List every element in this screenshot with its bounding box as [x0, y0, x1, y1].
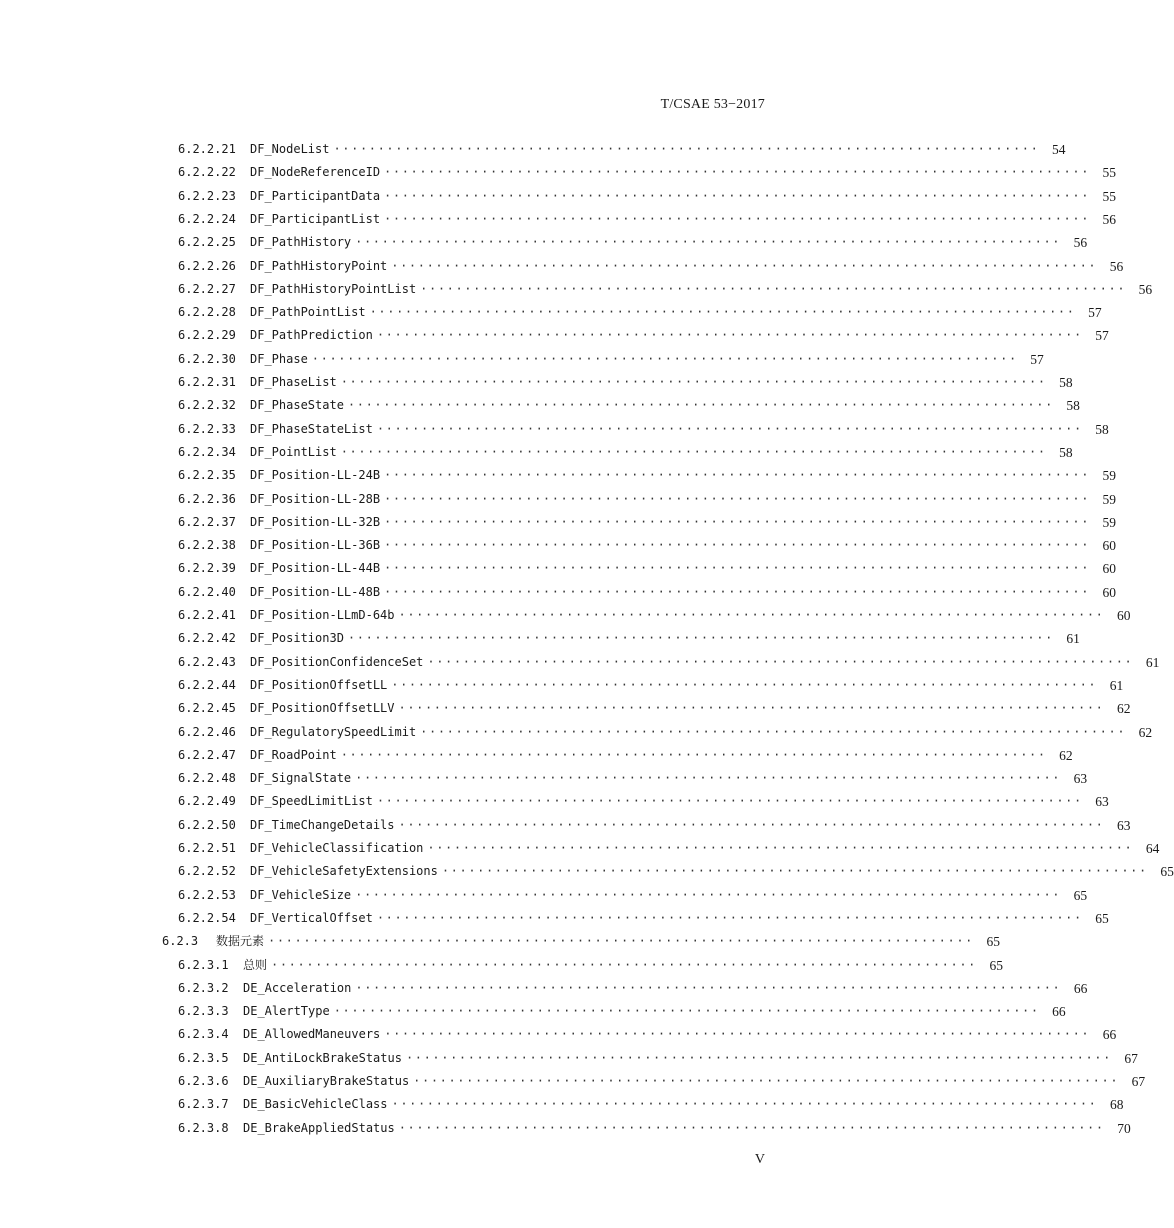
- toc-entry-number: 6.2.2.53: [178, 887, 236, 902]
- toc-entry-page: 61: [1066, 631, 1080, 647]
- toc-entry-number: 6.2.2.41: [178, 608, 236, 622]
- toc-entry-page: 54: [1051, 142, 1066, 157]
- toc-entry[interactable]: [0, 1093, 1124, 1116]
- toc-entry-title: DF_PathHistory: [250, 235, 352, 250]
- toc-entry-title: DF_Position-LL-48B: [250, 584, 381, 599]
- toc-entry-page: 64: [1145, 841, 1160, 856]
- toc-entry-page: 61: [1109, 677, 1124, 693]
- toc-entry-number: 6.2.2.22: [178, 165, 236, 180]
- toc-entry[interactable]: [0, 185, 1117, 208]
- toc-entry[interactable]: [0, 324, 1109, 347]
- toc-entry-title: DF_PositionConfidenceSet: [250, 654, 424, 669]
- toc-entry-page: 65: [1095, 910, 1109, 926]
- toc-entry-page: 65: [1073, 887, 1088, 903]
- toc-dot-leader: ················································································: [384, 514, 1091, 529]
- toc-entry-page: 57: [1030, 351, 1044, 367]
- toc-entry-number: 6.2.2.52: [178, 864, 236, 879]
- toc-entry-title: DE_AllowedManeuvers: [243, 1027, 381, 1042]
- toc-entry-title: DF_Phase: [250, 351, 308, 366]
- toc-entry-page: 62: [1059, 747, 1073, 763]
- toc-entry-title: DF_RoadPoint: [250, 747, 337, 762]
- toc-entry[interactable]: [0, 464, 1117, 487]
- toc-dot-leader: ················································································: [333, 142, 1040, 156]
- toc-entry-number: 6.2.2.27: [178, 281, 236, 296]
- toc-entry-page: 67: [1131, 1074, 1146, 1089]
- toc-dot-leader: ················································································: [268, 934, 974, 949]
- toc-entry[interactable]: [0, 301, 1102, 324]
- toc-entry-page: 63: [1073, 771, 1088, 787]
- toc-entry-title: DF_PathPointList: [250, 305, 366, 320]
- toc-dot-leader: ················································································: [347, 631, 1054, 646]
- toc-dot-leader: ················································································: [333, 1004, 1040, 1019]
- toc-entry-page: 59: [1102, 468, 1117, 484]
- toc-entry[interactable]: [0, 1070, 1146, 1093]
- toc-entry-number: 6.2.2.46: [178, 724, 236, 739]
- toc-entry-number: 6.2.2.28: [178, 305, 236, 320]
- toc-entry[interactable]: [0, 721, 1153, 744]
- toc-entry[interactable]: [0, 488, 1117, 511]
- toc-entry-number: 6.2.2.25: [178, 235, 236, 250]
- toc-dot-leader: ················································································: [355, 235, 1062, 250]
- toc-entry-title: DF_NodeReferenceID: [250, 165, 381, 180]
- toc-entry-title: DF_RegulatorySpeedLimit: [250, 724, 417, 739]
- toc-entry[interactable]: [0, 744, 1073, 767]
- toc-dot-leader: ················································································: [384, 584, 1091, 599]
- toc-entry-number: 6.2.3: [162, 934, 199, 949]
- toc-entry-page: 67: [1124, 1050, 1138, 1066]
- toc-entry-number: 6.2.2.39: [178, 561, 236, 576]
- toc-entry-number: 6.2.2.38: [178, 538, 236, 553]
- toc-dot-leader: ················································································: [369, 305, 1076, 320]
- toc-dot-leader: ················································································: [340, 444, 1047, 459]
- toc-entry-number: 6.2.3.5: [178, 1050, 229, 1065]
- toc-entry-title: DF_Position-LLmD-64b: [250, 608, 395, 622]
- toc-entry-page: 66: [1102, 1027, 1117, 1043]
- toc-entry[interactable]: [0, 954, 1003, 977]
- toc-entry[interactable]: [0, 534, 1117, 557]
- toc-entry-page: 60: [1102, 584, 1117, 600]
- toc-dot-leader: ················································································: [384, 468, 1091, 483]
- toc-entry[interactable]: [0, 418, 1109, 441]
- toc-entry-page: 58: [1066, 398, 1080, 414]
- toc-entry-title: 总则: [243, 957, 268, 972]
- toc-entry-page: 57: [1088, 305, 1102, 321]
- toc-entry[interactable]: [0, 837, 1160, 860]
- toc-entry-number: 6.2.3.2: [178, 980, 229, 995]
- toc-entry-number: 6.2.2.29: [178, 328, 236, 343]
- toc-dot-leader: ················································································: [384, 188, 1091, 203]
- toc-entry[interactable]: [0, 790, 1109, 813]
- toc-entry-page: 65: [986, 934, 1000, 950]
- toc-entry-title: DE_AuxiliaryBrakeStatus: [243, 1074, 410, 1088]
- toc-entry-title: DF_SignalState: [250, 771, 352, 786]
- toc-dot-leader: ················································································: [384, 211, 1091, 226]
- toc-dot-leader: ················································································: [413, 1074, 1120, 1088]
- toc-dot-leader: ················································································: [376, 794, 1083, 809]
- toc-entry-number: 6.2.2.54: [178, 910, 236, 925]
- toc-entry-number: 6.2.2.26: [178, 258, 236, 273]
- toc-entry[interactable]: [0, 348, 1044, 371]
- toc-entry-page: 61: [1145, 654, 1160, 670]
- toc-entry[interactable]: [0, 930, 1000, 953]
- toc-entry-number: 6.2.3.4: [178, 1027, 229, 1042]
- toc-entry-number: 6.2.2.49: [178, 794, 236, 809]
- toc-entry-page: 63: [1095, 794, 1109, 810]
- toc-dot-leader: ················································································: [420, 281, 1127, 296]
- toc-entry-title: DF_VehicleClassification: [250, 841, 424, 855]
- toc-entry[interactable]: [0, 977, 1088, 1000]
- toc-entry-number: 6.2.2.24: [178, 211, 236, 226]
- toc-entry-title: DF_ParticipantData: [250, 188, 381, 203]
- toc-entry[interactable]: [0, 255, 1124, 278]
- toc-entry-title: DF_PathHistoryPointList: [250, 281, 417, 296]
- toc-entry-page: 58: [1095, 421, 1109, 437]
- toc-dot-leader: ················································································: [398, 701, 1105, 716]
- toc-entry-number: 6.2.3.7: [178, 1097, 229, 1112]
- toc-entry[interactable]: [0, 860, 1174, 883]
- toc-entry-title: DF_Position-LL-36B: [250, 538, 381, 553]
- toc-entry-title: DF_Position-LL-32B: [250, 514, 381, 529]
- toc-dot-leader: ················································································: [384, 165, 1091, 180]
- toc-entry-page: 56: [1109, 258, 1124, 274]
- toc-entry-page: 56: [1073, 235, 1088, 251]
- toc-entry-number: 6.2.2.35: [178, 468, 236, 483]
- toc-dot-leader: ················································································: [427, 841, 1134, 855]
- toc-entry-page: 70: [1117, 1120, 1131, 1136]
- toc-entry-title: DF_Position3D: [250, 631, 344, 646]
- toc-entry[interactable]: [0, 907, 1109, 930]
- toc-entry-page: 55: [1102, 165, 1117, 181]
- toc-dot-leader: ················································································: [355, 771, 1062, 786]
- toc-entry-number: 6.2.2.37: [178, 514, 236, 529]
- toc-entry-page: 58: [1059, 375, 1073, 390]
- toc-entry-page: 59: [1102, 514, 1117, 530]
- toc-entry-title: DE_Acceleration: [243, 980, 352, 995]
- toc-entry[interactable]: [0, 814, 1131, 837]
- toc-entry-number: 6.2.2.44: [178, 677, 236, 692]
- toc-dot-leader: ················································································: [405, 1050, 1112, 1065]
- toc-entry-title: DF_PathPrediction: [250, 328, 373, 343]
- toc-dot-leader: ················································································: [340, 747, 1047, 762]
- toc-entry[interactable]: [0, 394, 1080, 417]
- toc-entry-title: DF_VehicleSize: [250, 887, 352, 902]
- toc-dot-leader: ················································································: [347, 398, 1054, 413]
- toc-dot-leader: ················································································: [398, 817, 1105, 832]
- toc-entry-number: 6.2.2.47: [178, 747, 236, 762]
- toc-entry-page: 65: [989, 957, 1003, 973]
- toc-entry-title: DF_SpeedLimitList: [250, 794, 373, 809]
- toc-entry-title: DF_ParticipantList: [250, 211, 381, 226]
- toc-entry-title: DF_VerticalOffset: [250, 910, 373, 925]
- toc-entry-page: 62: [1116, 701, 1131, 717]
- toc-dot-leader: ················································································: [355, 887, 1062, 902]
- toc-entry-page: 59: [1102, 491, 1117, 507]
- toc-dot-leader: ················································································: [384, 491, 1091, 506]
- toc-dot-leader: ················································································: [398, 608, 1105, 622]
- toc-entry-title: DE_BasicVehicleClass: [243, 1097, 388, 1112]
- toc-dot-leader: ················································································: [384, 538, 1091, 553]
- toc-entry-title: DF_PhaseState: [250, 398, 344, 413]
- toc-dot-leader: ················································································: [376, 328, 1083, 343]
- toc-dot-leader: ················································································: [311, 351, 1018, 366]
- toc-entry-number: 6.2.2.43: [178, 654, 236, 669]
- toc-entry-number: 6.2.2.40: [178, 584, 236, 599]
- toc-entry-title: DF_PositionOffsetLLV: [250, 701, 395, 716]
- toc-entry-title: DF_Position-LL-24B: [250, 468, 381, 483]
- toc-entry-title: DF_PhaseList: [250, 375, 337, 389]
- toc-entry-number: 6.2.2.51: [178, 841, 236, 855]
- toc-entry[interactable]: [0, 1000, 1066, 1023]
- toc-entry[interactable]: [0, 581, 1117, 604]
- toc-dot-leader: ················································································: [391, 677, 1098, 692]
- toc-entry-title: DF_TimeChangeDetails: [250, 817, 395, 832]
- toc-entry-page: 57: [1095, 328, 1109, 344]
- toc-entry[interactable]: [0, 767, 1088, 790]
- toc-entry[interactable]: [0, 697, 1131, 720]
- toc-entry-number: 6.2.3.1: [178, 957, 229, 972]
- toc-entry-page: 62: [1138, 724, 1153, 740]
- toc-dot-leader: ················································································: [384, 1027, 1091, 1042]
- toc-entry[interactable]: [0, 627, 1080, 650]
- toc-dot-leader: ················································································: [376, 910, 1083, 925]
- toc-entry[interactable]: [0, 208, 1117, 231]
- toc-entry-page: 58: [1059, 444, 1073, 460]
- toc-dot-leader: ················································································: [420, 724, 1127, 739]
- toc-entry[interactable]: [0, 138, 1066, 161]
- toc-entry-number: 6.2.2.45: [178, 701, 236, 716]
- toc-entry-page: 56: [1102, 211, 1117, 227]
- toc-entry-title: DF_PhaseStateList: [250, 421, 373, 436]
- toc-entry-title: DE_AlertType: [243, 1004, 330, 1019]
- toc-dot-leader: ················································································: [427, 654, 1134, 669]
- toc-entry-number: 6.2.2.36: [178, 491, 236, 506]
- toc-entry-page: 65: [1160, 864, 1174, 880]
- toc-entry-title: DE_AntiLockBrakeStatus: [243, 1050, 402, 1065]
- toc-dot-leader: ················································································: [391, 1097, 1098, 1112]
- toc-dot-leader: ················································································: [271, 957, 977, 972]
- toc-entry-page: 60: [1102, 561, 1117, 577]
- toc-entry-title: DE_BrakeAppliedStatus: [243, 1120, 395, 1135]
- toc-entry[interactable]: [0, 674, 1124, 697]
- toc-entry-page: 56: [1138, 281, 1153, 297]
- toc-entry-page: 60: [1116, 608, 1131, 623]
- toc-entry-number: 6.2.2.30: [178, 351, 236, 366]
- toc-dot-leader: ················································································: [398, 1120, 1105, 1135]
- toc-entry-number: 6.2.3.8: [178, 1120, 229, 1135]
- toc-entry-number: 6.2.3.3: [178, 1004, 229, 1019]
- toc-entry-title: DF_VehicleSafetyExtensions: [250, 864, 438, 879]
- toc-entry-page: 63: [1116, 817, 1131, 833]
- toc-entry-number: 6.2.2.50: [178, 817, 236, 832]
- toc-entry-number: 6.2.2.31: [178, 375, 236, 389]
- document-id: T/CSAE 53−2017: [660, 97, 765, 112]
- toc-entry[interactable]: [0, 371, 1073, 394]
- toc-entry-number: 6.2.3.6: [178, 1074, 229, 1088]
- toc-entry[interactable]: [0, 278, 1153, 301]
- toc-entry[interactable]: [0, 1047, 1138, 1070]
- toc-entry-title: DF_PointList: [250, 444, 337, 459]
- toc-entry[interactable]: [0, 1023, 1117, 1046]
- toc-entry-title: DF_Position-LL-28B: [250, 491, 381, 506]
- toc-dot-leader: ················································································: [355, 980, 1062, 995]
- toc-entry[interactable]: [0, 1117, 1131, 1140]
- toc-entry-page: 60: [1102, 538, 1117, 554]
- toc-entry-number: 6.2.2.21: [178, 142, 236, 156]
- toc-entry-number: 6.2.2.32: [178, 398, 236, 413]
- toc-entry-title: DF_PositionOffsetLL: [250, 677, 388, 692]
- toc-entry-number: 6.2.2.42: [178, 631, 236, 646]
- toc-entry-page: 68: [1109, 1097, 1124, 1113]
- toc-dot-leader: ················································································: [376, 421, 1083, 436]
- toc-entry-title: 数据元素: [216, 934, 265, 949]
- toc-entry-number: 6.2.2.48: [178, 771, 236, 786]
- toc-dot-leader: ················································································: [340, 375, 1047, 389]
- toc-entry-page: 55: [1102, 188, 1117, 204]
- page-number: V: [754, 1152, 765, 1167]
- toc-entry-title: DF_Position-LL-44B: [250, 561, 381, 576]
- toc-entry-page: 66: [1073, 980, 1088, 996]
- toc-entry[interactable]: [0, 651, 1160, 674]
- toc-entry[interactable]: [0, 604, 1131, 627]
- toc-entry-number: 6.2.2.23: [178, 188, 236, 203]
- toc-entry[interactable]: [0, 884, 1088, 907]
- toc-dot-leader: ················································································: [391, 258, 1098, 273]
- toc-entry-title: DF_NodeList: [250, 142, 330, 156]
- toc-entry[interactable]: [0, 231, 1088, 254]
- toc-entry-number: 6.2.2.33: [178, 421, 236, 436]
- toc-entry[interactable]: [0, 557, 1117, 580]
- toc-dot-leader: ················································································: [384, 561, 1091, 576]
- toc-entry-title: DF_PathHistoryPoint: [250, 258, 388, 273]
- toc-entry-page: 66: [1052, 1004, 1066, 1020]
- toc-entry-number: 6.2.2.34: [178, 444, 236, 459]
- toc-dot-leader: ················································································: [441, 864, 1148, 879]
- toc-entry[interactable]: [0, 511, 1117, 534]
- toc-entry[interactable]: [0, 441, 1073, 464]
- toc-entry[interactable]: [0, 161, 1117, 184]
